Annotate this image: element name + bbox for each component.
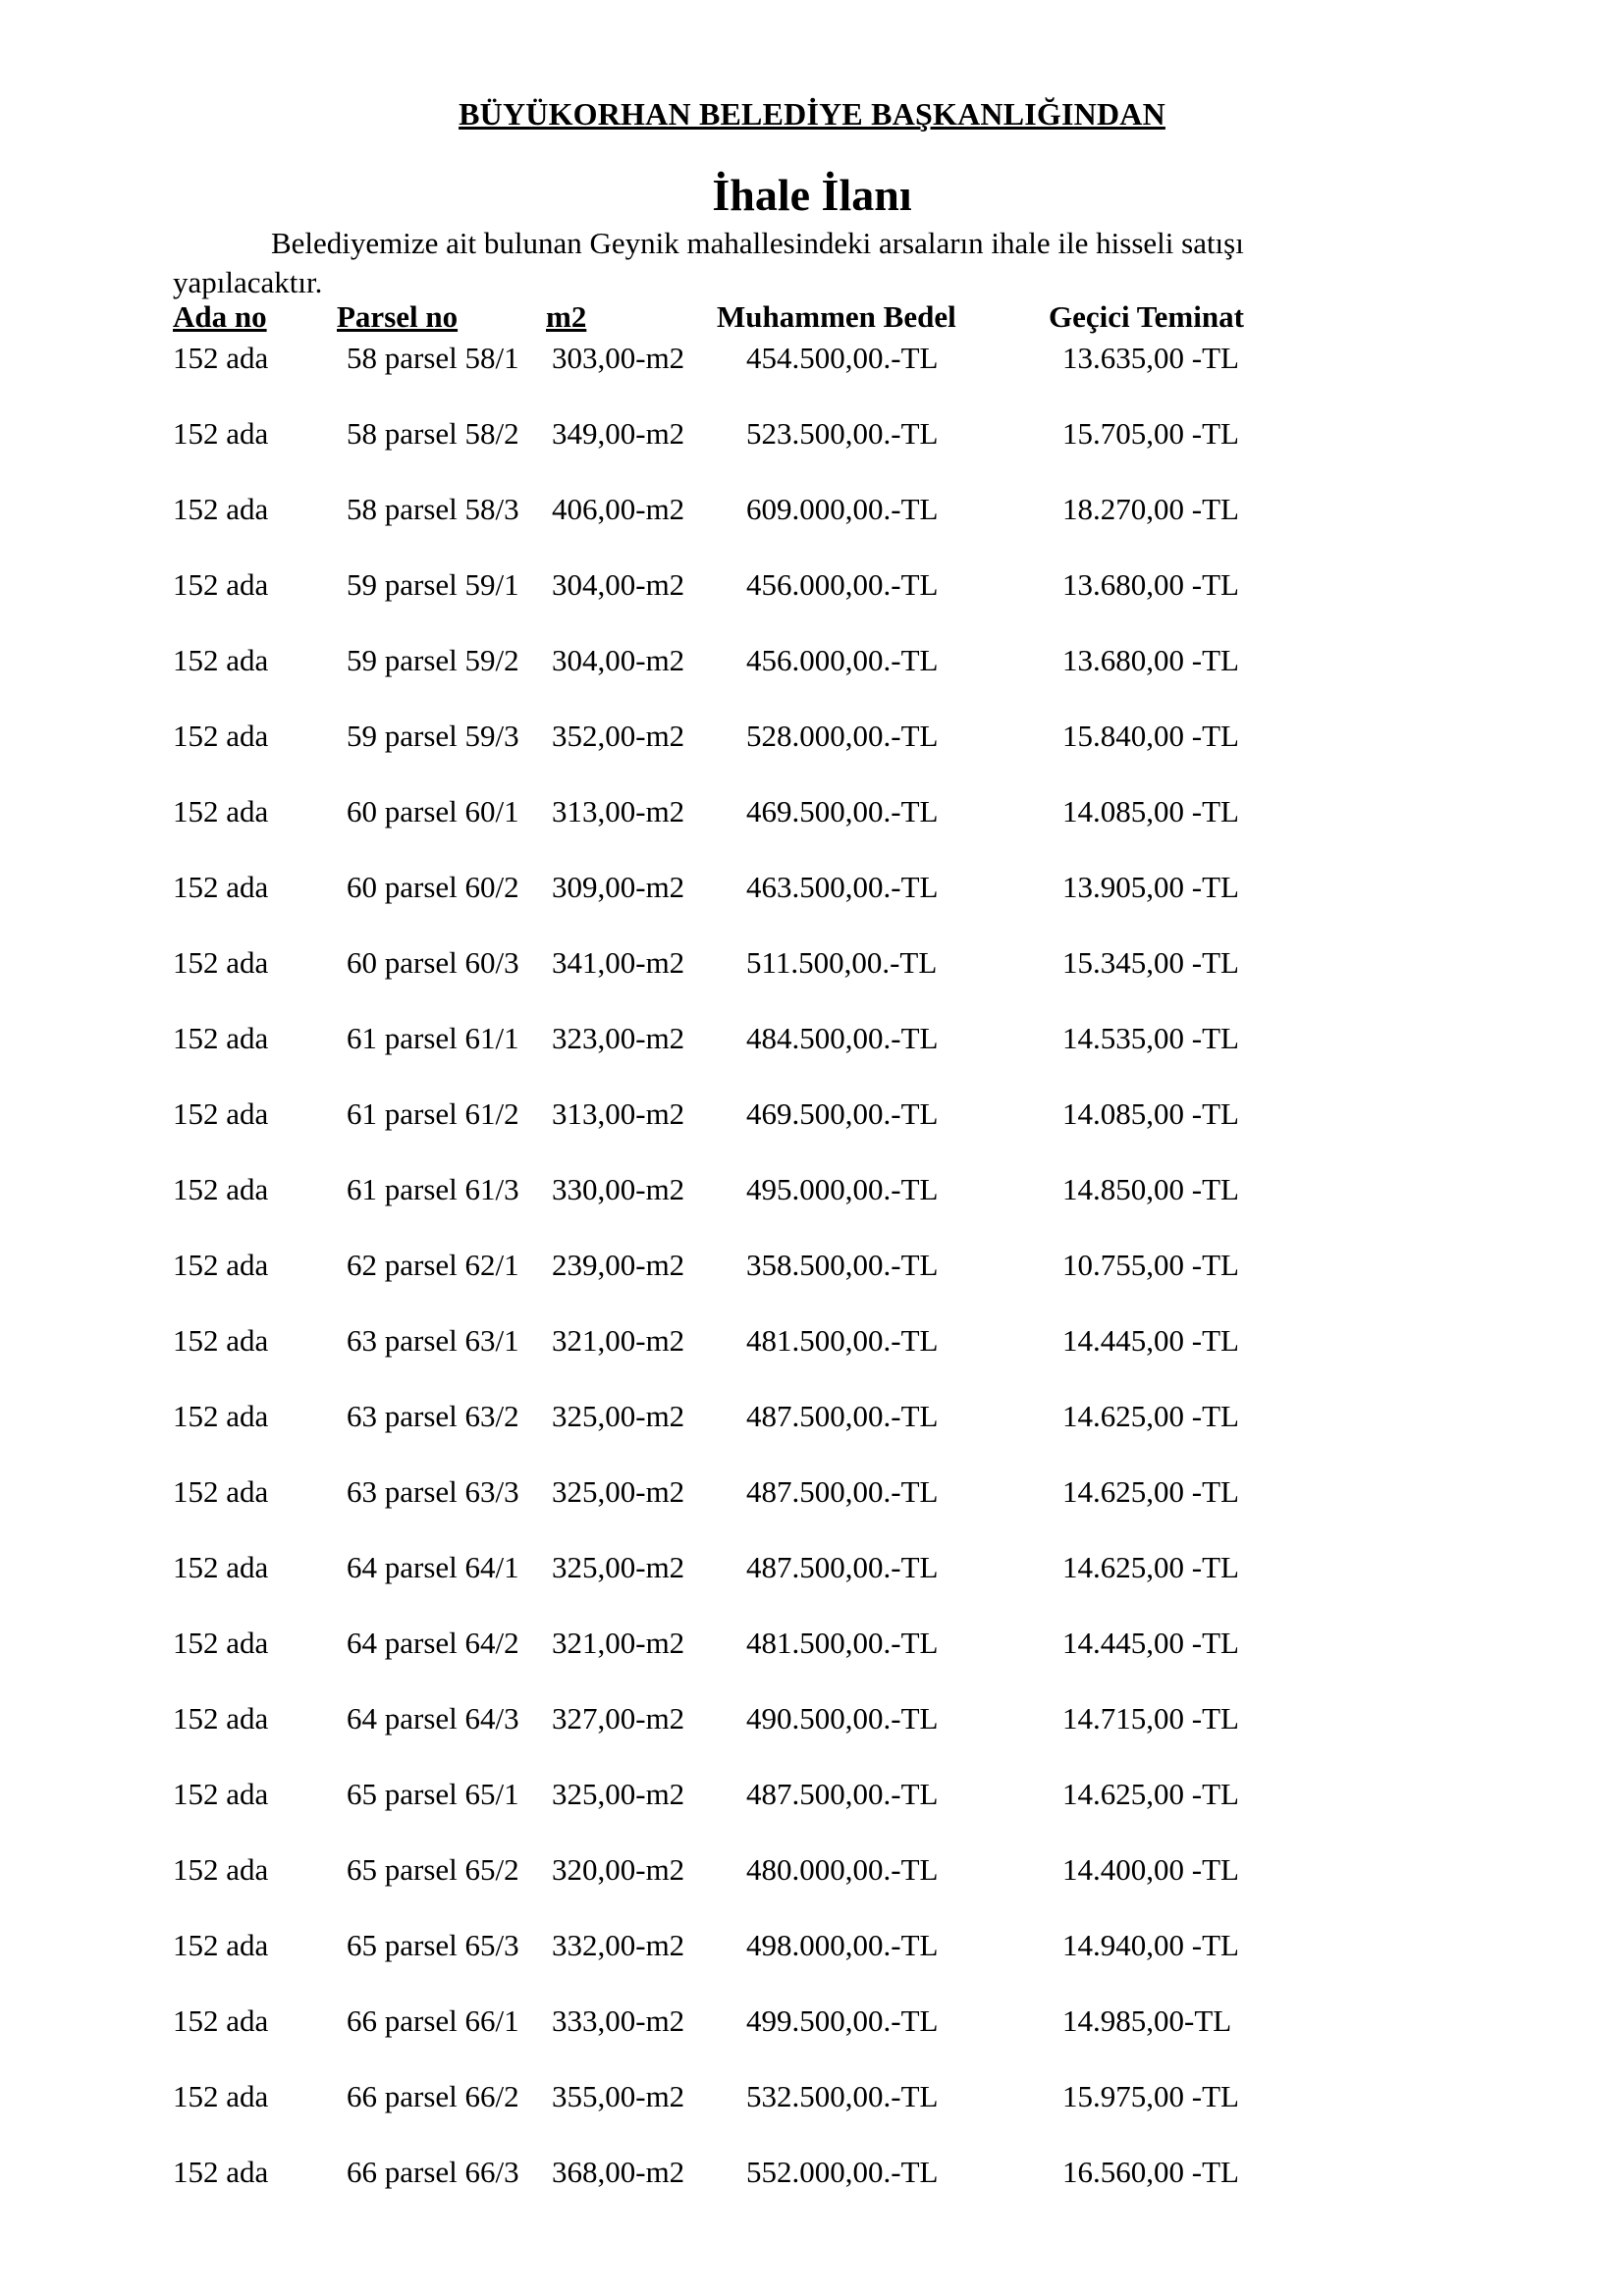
cell-bedel: 469.500,00.-TL <box>746 794 939 828</box>
cell-teminat: 13.905,00 -TL <box>1062 870 1239 904</box>
table-row <box>0 1096 1624 1172</box>
cell-ada: 152 ada <box>173 1096 269 1131</box>
cell-teminat: 14.535,00 -TL <box>1062 1021 1239 1055</box>
cell-bedel: 523.500,00.-TL <box>746 416 939 451</box>
cell-bedel: 484.500,00.-TL <box>746 1021 939 1055</box>
announcement-title: İhale İlanı <box>712 170 912 220</box>
table-row <box>0 1701 1624 1777</box>
cell-bedel: 481.500,00.-TL <box>746 1626 939 1660</box>
cell-m2: 332,00-m2 <box>552 1928 685 1962</box>
cell-parsel: 65 parsel 65/1 <box>347 1777 519 1811</box>
table-row <box>0 1248 1624 1323</box>
table-row <box>0 1550 1624 1626</box>
cell-teminat: 13.680,00 -TL <box>1062 643 1239 677</box>
table-row <box>0 416 1624 492</box>
cell-ada: 152 ada <box>173 1852 269 1887</box>
cell-m2: 313,00-m2 <box>552 794 685 828</box>
table-row <box>0 870 1624 945</box>
cell-bedel: 487.500,00.-TL <box>746 1550 939 1584</box>
cell-bedel: 511.500,00.-TL <box>746 945 938 980</box>
cell-m2: 355,00-m2 <box>552 2079 685 2113</box>
cell-bedel: 528.000,00.-TL <box>746 719 939 753</box>
cell-ada: 152 ada <box>173 719 269 753</box>
intro-paragraph: Belediyemize ait bulunan Geynik mahallesindeki arsaların ihale ile hisseli satışı yapılacaktır. <box>173 226 1244 299</box>
cell-ada: 152 ada <box>173 1021 269 1055</box>
cell-m2: 303,00-m2 <box>552 341 685 375</box>
cell-parsel: 61 parsel 61/3 <box>347 1172 519 1206</box>
cell-ada: 152 ada <box>173 492 269 526</box>
cell-parsel: 65 parsel 65/3 <box>347 1928 519 1962</box>
table-row <box>0 945 1624 1021</box>
cell-ada: 152 ada <box>173 1701 269 1735</box>
table-row <box>0 1777 1624 1852</box>
cell-teminat: 14.985,00-TL <box>1062 2003 1232 2038</box>
cell-parsel: 63 parsel 63/1 <box>347 1323 519 1358</box>
cell-teminat: 14.400,00 -TL <box>1062 1852 1239 1887</box>
cell-m2: 325,00-m2 <box>552 1777 685 1811</box>
cell-bedel: 481.500,00.-TL <box>746 1323 939 1358</box>
cell-parsel: 66 parsel 66/3 <box>347 2155 519 2189</box>
cell-teminat: 13.635,00 -TL <box>1062 341 1239 375</box>
cell-bedel: 487.500,00.-TL <box>746 1777 939 1811</box>
cell-teminat: 14.085,00 -TL <box>1062 1096 1239 1131</box>
cell-m2: 406,00-m2 <box>552 492 685 526</box>
cell-parsel: 65 parsel 65/2 <box>347 1852 519 1887</box>
cell-teminat: 14.445,00 -TL <box>1062 1626 1239 1660</box>
cell-m2: 309,00-m2 <box>552 870 685 904</box>
header-ada: Ada no <box>173 299 267 334</box>
cell-m2: 304,00-m2 <box>552 567 685 602</box>
cell-parsel: 59 parsel 59/2 <box>347 643 519 677</box>
parcel-table <box>0 299 1624 2230</box>
cell-m2: 321,00-m2 <box>552 1323 685 1358</box>
cell-m2: 325,00-m2 <box>552 1474 685 1509</box>
table-header-row <box>0 299 1624 341</box>
cell-parsel: 60 parsel 60/3 <box>347 945 519 980</box>
cell-ada: 152 ada <box>173 341 269 375</box>
cell-m2: 327,00-m2 <box>552 1701 685 1735</box>
cell-parsel: 58 parsel 58/3 <box>347 492 519 526</box>
table-row <box>0 2155 1624 2230</box>
cell-m2: 325,00-m2 <box>552 1550 685 1584</box>
cell-bedel: 456.000,00.-TL <box>746 567 939 602</box>
cell-m2: 333,00-m2 <box>552 2003 685 2038</box>
cell-parsel: 66 parsel 66/1 <box>347 2003 519 2038</box>
header-parsel: Parsel no <box>337 299 459 334</box>
issuer-header: BÜYÜKORHAN BELEDİYE BAŞKANLIĞINDAN <box>459 96 1165 132</box>
header-teminat: Geçici Teminat <box>1049 299 1244 334</box>
cell-ada: 152 ada <box>173 1172 269 1206</box>
cell-bedel: 463.500,00.-TL <box>746 870 939 904</box>
cell-ada: 152 ada <box>173 1626 269 1660</box>
cell-parsel: 64 parsel 64/3 <box>347 1701 519 1735</box>
cell-m2: 341,00-m2 <box>552 945 685 980</box>
table-row <box>0 341 1624 416</box>
cell-bedel: 609.000,00.-TL <box>746 492 939 526</box>
table-row <box>0 794 1624 870</box>
cell-parsel: 59 parsel 59/1 <box>347 567 519 602</box>
cell-bedel: 456.000,00.-TL <box>746 643 939 677</box>
cell-bedel: 358.500,00.-TL <box>746 1248 939 1282</box>
table-row <box>0 2003 1624 2079</box>
cell-ada: 152 ada <box>173 2079 269 2113</box>
cell-m2: 313,00-m2 <box>552 1096 685 1131</box>
table-row <box>0 1852 1624 1928</box>
cell-bedel: 532.500,00.-TL <box>746 2079 939 2113</box>
cell-ada: 152 ada <box>173 1474 269 1509</box>
cell-teminat: 15.705,00 -TL <box>1062 416 1239 451</box>
cell-parsel: 62 parsel 62/1 <box>347 1248 519 1282</box>
cell-bedel: 490.500,00.-TL <box>746 1701 939 1735</box>
cell-teminat: 10.755,00 -TL <box>1062 1248 1239 1282</box>
cell-teminat: 15.840,00 -TL <box>1062 719 1239 753</box>
cell-teminat: 13.680,00 -TL <box>1062 567 1239 602</box>
cell-m2: 321,00-m2 <box>552 1626 685 1660</box>
header-bedel: Muhammen Bedel <box>717 299 956 334</box>
cell-teminat: 14.625,00 -TL <box>1062 1474 1239 1509</box>
cell-ada: 152 ada <box>173 1248 269 1282</box>
cell-ada: 152 ada <box>173 2155 269 2189</box>
cell-teminat: 14.625,00 -TL <box>1062 1550 1239 1584</box>
cell-ada: 152 ada <box>173 1550 269 1584</box>
cell-ada: 152 ada <box>173 1323 269 1358</box>
cell-ada: 152 ada <box>173 416 269 451</box>
cell-m2: 368,00-m2 <box>552 2155 685 2189</box>
table-row <box>0 492 1624 567</box>
cell-teminat: 14.940,00 -TL <box>1062 1928 1239 1962</box>
cell-parsel: 60 parsel 60/2 <box>347 870 519 904</box>
cell-m2: 323,00-m2 <box>552 1021 685 1055</box>
cell-parsel: 64 parsel 64/1 <box>347 1550 519 1584</box>
cell-teminat: 18.270,00 -TL <box>1062 492 1239 526</box>
cell-ada: 152 ada <box>173 643 269 677</box>
cell-teminat: 15.975,00 -TL <box>1062 2079 1239 2113</box>
cell-ada: 152 ada <box>173 870 269 904</box>
cell-bedel: 495.000,00.-TL <box>746 1172 939 1206</box>
cell-m2: 325,00-m2 <box>552 1399 685 1433</box>
cell-teminat: 14.850,00 -TL <box>1062 1172 1239 1206</box>
table-row <box>0 643 1624 719</box>
cell-teminat: 14.715,00 -TL <box>1062 1701 1239 1735</box>
cell-m2: 352,00-m2 <box>552 719 685 753</box>
cell-m2: 349,00-m2 <box>552 416 685 451</box>
cell-bedel: 469.500,00.-TL <box>746 1096 939 1131</box>
cell-bedel: 499.500,00.-TL <box>746 2003 939 2038</box>
cell-parsel: 59 parsel 59/3 <box>347 719 519 753</box>
cell-teminat: 14.445,00 -TL <box>1062 1323 1239 1358</box>
cell-teminat: 14.625,00 -TL <box>1062 1777 1239 1811</box>
cell-m2: 239,00-m2 <box>552 1248 685 1282</box>
cell-m2: 304,00-m2 <box>552 643 685 677</box>
cell-teminat: 16.560,00 -TL <box>1062 2155 1239 2189</box>
cell-ada: 152 ada <box>173 2003 269 2038</box>
table-body <box>0 341 1624 2230</box>
table-row <box>0 1021 1624 1096</box>
cell-parsel: 64 parsel 64/2 <box>347 1626 519 1660</box>
cell-m2: 320,00-m2 <box>552 1852 685 1887</box>
cell-parsel: 61 parsel 61/1 <box>347 1021 519 1055</box>
cell-ada: 152 ada <box>173 1399 269 1433</box>
table-row <box>0 1399 1624 1474</box>
cell-teminat: 14.625,00 -TL <box>1062 1399 1239 1433</box>
cell-parsel: 58 parsel 58/1 <box>347 341 519 375</box>
table-row <box>0 1474 1624 1550</box>
header-m2: m2 <box>546 299 587 334</box>
cell-bedel: 480.000,00.-TL <box>746 1852 939 1887</box>
cell-bedel: 487.500,00.-TL <box>746 1399 939 1433</box>
table-row <box>0 1626 1624 1701</box>
table-row <box>0 1928 1624 2003</box>
cell-bedel: 487.500,00.-TL <box>746 1474 939 1509</box>
table-row <box>0 719 1624 794</box>
cell-teminat: 15.345,00 -TL <box>1062 945 1239 980</box>
cell-ada: 152 ada <box>173 794 269 828</box>
cell-bedel: 498.000,00.-TL <box>746 1928 939 1962</box>
cell-parsel: 58 parsel 58/2 <box>347 416 519 451</box>
cell-ada: 152 ada <box>173 1777 269 1811</box>
cell-m2: 330,00-m2 <box>552 1172 685 1206</box>
table-row <box>0 1323 1624 1399</box>
table-row <box>0 567 1624 643</box>
cell-parsel: 66 parsel 66/2 <box>347 2079 519 2113</box>
table-row <box>0 1172 1624 1248</box>
cell-ada: 152 ada <box>173 945 269 980</box>
cell-parsel: 63 parsel 63/3 <box>347 1474 519 1509</box>
cell-bedel: 454.500,00.-TL <box>746 341 939 375</box>
cell-ada: 152 ada <box>173 1928 269 1962</box>
cell-parsel: 61 parsel 61/2 <box>347 1096 519 1131</box>
table-row <box>0 2079 1624 2155</box>
cell-teminat: 14.085,00 -TL <box>1062 794 1239 828</box>
cell-parsel: 63 parsel 63/2 <box>347 1399 519 1433</box>
cell-bedel: 552.000,00.-TL <box>746 2155 939 2189</box>
cell-parsel: 60 parsel 60/1 <box>347 794 519 828</box>
cell-ada: 152 ada <box>173 567 269 602</box>
